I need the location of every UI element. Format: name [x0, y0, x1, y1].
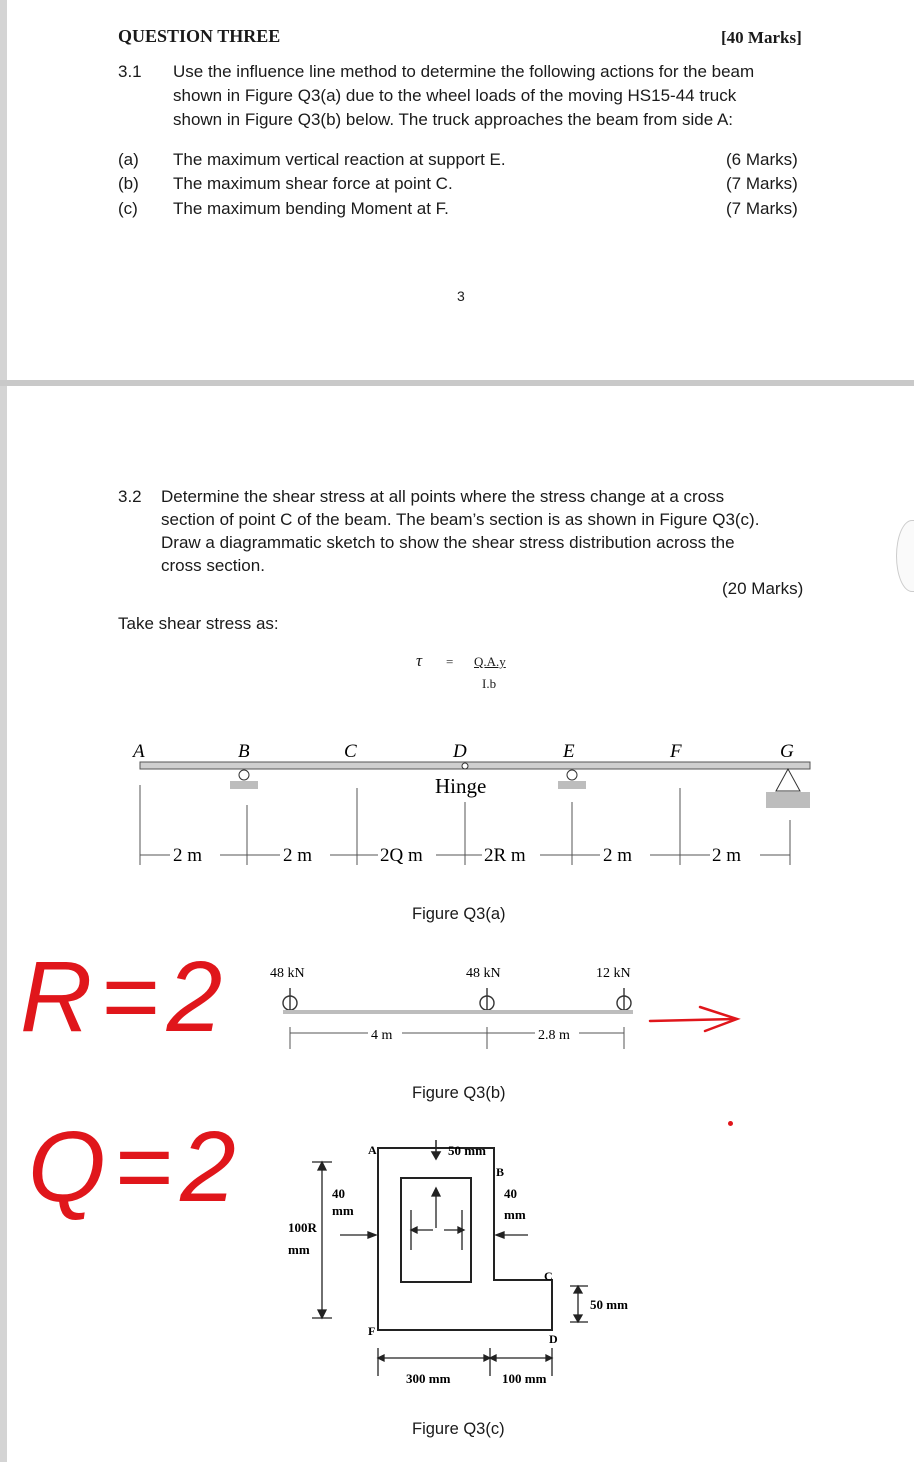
span-ef: 2 m	[603, 845, 633, 866]
beam	[140, 762, 810, 769]
question-heading: QUESTION THREE	[118, 26, 281, 46]
figure-q3b-caption: Figure Q3(b)	[412, 1084, 506, 1102]
dim-left-40-unit: mm	[332, 1203, 354, 1218]
load-3-label: 12 kN	[596, 966, 631, 981]
formula-equals: =	[446, 654, 454, 669]
load-1-label: 48 kN	[270, 966, 305, 981]
span-ab: 2 m	[173, 845, 203, 866]
page-separator	[0, 380, 914, 386]
pin-support-g	[766, 769, 810, 808]
wheel-3	[617, 988, 631, 1013]
formula-numerator: Q.A.y	[474, 654, 506, 669]
formula-denominator: I.b	[482, 676, 497, 691]
handwritten-direction-arrow	[650, 1007, 737, 1031]
q31-line-2: shown in Figure Q3(a) due to the wheel loads of the moving HS15-44 truck	[173, 86, 737, 105]
dim-height-value: 100R	[288, 1220, 317, 1235]
q32-line-2: section of point C of the beam. The beam’s section is as shown in Figure Q3(c).	[161, 510, 760, 529]
part-c-marks: (7 Marks)	[726, 199, 798, 218]
dim-height-unit: mm	[288, 1242, 310, 1257]
figure-q3c-caption: Figure Q3(c)	[412, 1420, 505, 1438]
span-fg: 2 m	[712, 845, 742, 866]
roller-support-e	[558, 770, 586, 789]
spacing-2: 2.8 m	[538, 1028, 570, 1043]
span-cd: 2Q m	[380, 845, 423, 866]
dim-right-40-unit: mm	[504, 1207, 526, 1222]
total-marks: [40 Marks]	[721, 28, 802, 47]
point-f-label: F	[670, 741, 682, 762]
q32-number: 3.2	[118, 487, 142, 506]
q32-line-1: Determine the shear stress at all points where the stress change at a cross	[161, 487, 725, 506]
label-c: C	[544, 1269, 553, 1283]
handwritten-dot	[728, 1121, 733, 1126]
roller-support-b	[230, 770, 258, 789]
figure-q3a	[0, 730, 914, 880]
dim-bottom-100mm: 100 mm	[502, 1371, 547, 1386]
formula-tau: τ	[416, 651, 423, 670]
wheel-2	[480, 988, 494, 1013]
spacing-1: 4 m	[371, 1028, 393, 1043]
label-a: A	[368, 1143, 377, 1157]
q31-line-1: Use the influence line method to determine the following actions for the beam	[173, 62, 755, 81]
part-c-label: (c)	[118, 199, 138, 218]
q32-line-3: Draw a diagrammatic sketch to show the shear stress distribution across the	[161, 533, 735, 552]
point-b-label: B	[238, 741, 250, 762]
label-d: D	[549, 1332, 558, 1346]
part-b-marks: (7 Marks)	[726, 174, 798, 193]
figure-q3c	[0, 1130, 914, 1390]
wheel-1	[283, 988, 297, 1013]
q32-marks: (20 Marks)	[722, 579, 804, 598]
point-d-label: D	[453, 741, 467, 762]
dim-left-40: 40	[332, 1186, 345, 1201]
q32-line-4: cross section.	[161, 556, 265, 575]
point-e-label: E	[563, 741, 575, 762]
q31-line-3: shown in Figure Q3(b) below. The truck approaches the beam from side A:	[173, 110, 734, 129]
point-g-label: G	[780, 741, 794, 762]
label-b: B	[496, 1165, 505, 1179]
part-a-marks: (6 Marks)	[726, 150, 798, 169]
hinge-label: Hinge	[435, 774, 487, 798]
hinge-symbol	[462, 763, 468, 769]
span-de: 2R m	[484, 845, 526, 866]
label-f: F	[368, 1324, 376, 1338]
page-number: 3	[457, 288, 465, 304]
part-a-label: (a)	[118, 150, 139, 169]
take-shear-label: Take shear stress as:	[118, 614, 279, 633]
dim-top-50mm: 50 mm	[448, 1143, 486, 1158]
page-edge-tab	[896, 520, 914, 592]
dim-flange-50mm: 50 mm	[590, 1297, 628, 1312]
point-a-label: A	[133, 741, 145, 762]
span-bc: 2 m	[283, 845, 313, 866]
handwritten-r-value: R=2	[20, 941, 231, 1053]
point-c-label: C	[344, 741, 357, 762]
figure-q3a-caption: Figure Q3(a)	[412, 905, 506, 923]
part-c-text: The maximum bending Moment at F.	[173, 199, 449, 218]
part-b-text: The maximum shear force at point C.	[173, 174, 453, 193]
dim-right-40: 40	[504, 1186, 517, 1201]
part-b-label: (b)	[118, 174, 139, 193]
dim-bottom-300mm: 300 mm	[406, 1371, 451, 1386]
load-2-label: 48 kN	[466, 966, 501, 981]
part-a-text: The maximum vertical reaction at support E.	[173, 150, 506, 169]
q31-number: 3.1	[118, 62, 142, 81]
handwritten-q-value: Q=2	[28, 1111, 244, 1223]
truck-axle-bar	[283, 1010, 633, 1014]
